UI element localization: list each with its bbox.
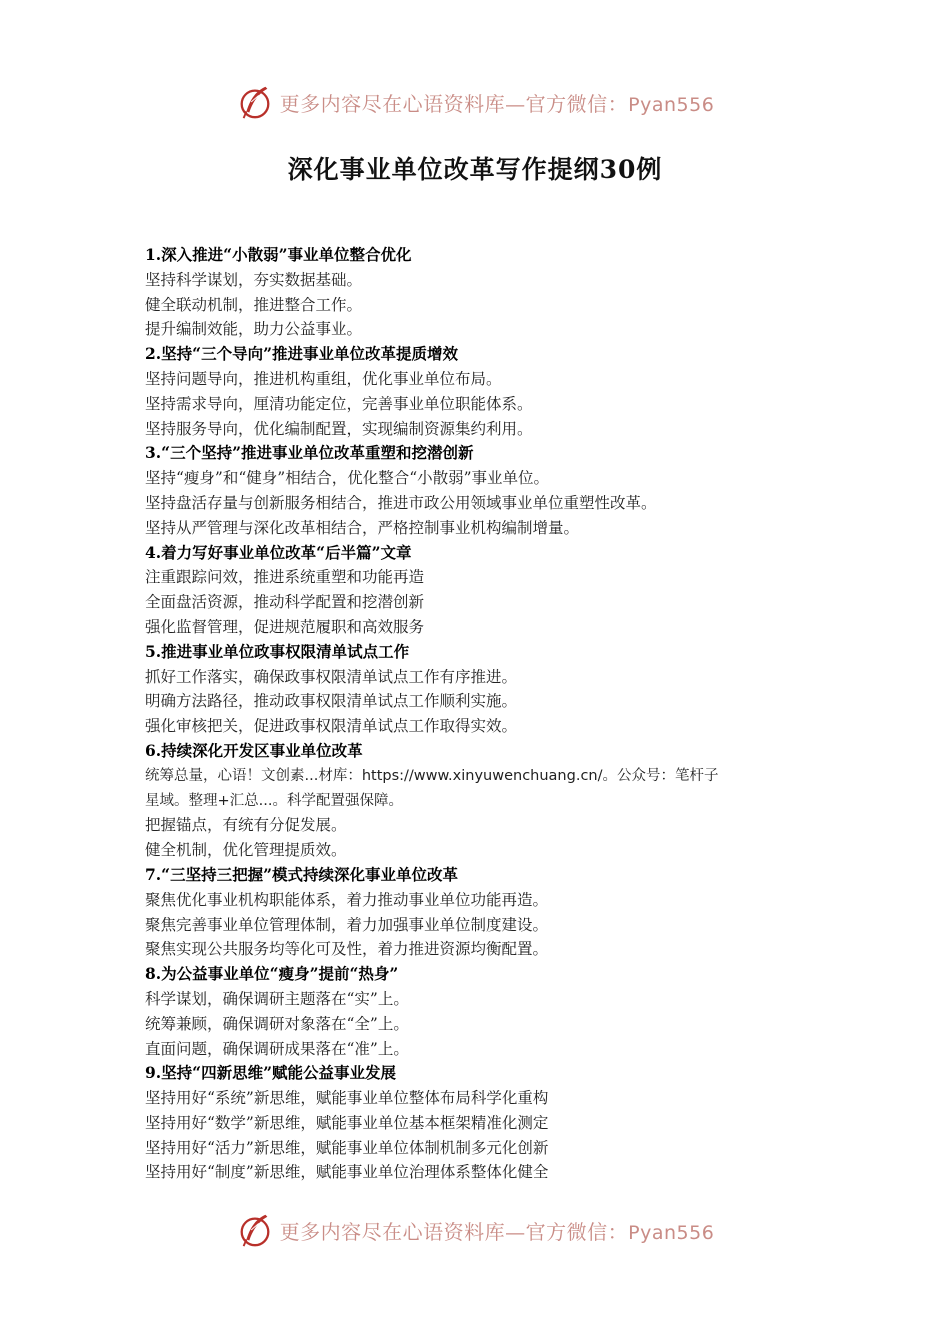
section-heading: 3.“三个坚持”推进事业单位改革重塑和挖潜创新 bbox=[145, 443, 474, 463]
outline-point: 把握锚点，有统有分促发展。 bbox=[145, 816, 347, 835]
section-heading: 8.为公益事业单位“瘦身”提前“热身” bbox=[145, 964, 399, 984]
section-heading: 6.持续深化开发区事业单位改革 bbox=[145, 740, 363, 760]
header-watermark bbox=[0, 80, 950, 124]
inserted-source-note: 统筹总量，心语！文创素...材库：https://www.xinyuwenchuang.cn/。公众号：笔杆子 bbox=[145, 767, 719, 784]
outline-point: 明确方法路径，推动政事权限清单试点工作顺利实施。 bbox=[145, 692, 518, 711]
watermark-text: 更多内容尽在心语资料库—官方微信：Pyan556 bbox=[279, 1219, 715, 1244]
document-title: 深化事业单位改革写作提纲30例 bbox=[287, 155, 663, 184]
outline-point: 提升编制效能，助力公益事业。 bbox=[145, 320, 363, 339]
section-heading: 1.深入推进“小散弱”事业单位整合优化 bbox=[145, 245, 412, 264]
outline-point: 聚焦实现公共服务均等化可及性，着力推进资源均衡配置。 bbox=[145, 940, 549, 959]
outline-point: 注重跟踪问效，推进系统重塑和功能再造 bbox=[145, 568, 425, 587]
section-heading: 4.着力写好事业单位改革“后半篇”文章 bbox=[145, 542, 412, 562]
outline-point: 聚焦完善事业单位管理体制，着力加强事业单位制度建设。 bbox=[145, 915, 549, 934]
outline-point: 健全机制，优化管理提质效。 bbox=[145, 841, 347, 860]
feather-pen-logo-icon bbox=[236, 1211, 274, 1249]
footer-watermark bbox=[0, 1208, 950, 1252]
outline-point: 坚持“瘦身”和“健身”相结合，优化整合“小散弱”事业单位。 bbox=[145, 469, 550, 488]
outline-point: 坚持用好“系统”新思维，赋能事业单位整体布局科学化重构 bbox=[145, 1089, 549, 1108]
outline-point: 统筹兼顾，确保调研对象落在“全”上。 bbox=[145, 1014, 409, 1033]
outline-point: 坚持问题导向，推进机构重组，优化事业单位布局。 bbox=[145, 369, 502, 388]
outline-point: 坚持用好“数学”新思维，赋能事业单位基本框架精准化测定 bbox=[145, 1113, 549, 1132]
outline-point: 聚焦优化事业机构职能体系，着力推动事业单位功能再造。 bbox=[145, 890, 549, 909]
outline-point: 坚持需求导向，厘清功能定位，完善事业单位职能体系。 bbox=[145, 394, 533, 413]
watermark-text: 更多内容尽在心语资料库—官方微信：Pyan556 bbox=[279, 91, 715, 116]
outline-point: 全面盘活资源，推动科学配置和挖潜创新 bbox=[145, 593, 425, 612]
outline-point: 抓好工作落实，确保政事权限清单试点工作有序推进。 bbox=[145, 667, 518, 686]
inserted-source-note: 星域。整理+汇总...。科学配置强保障。 bbox=[145, 792, 403, 809]
outline-point: 坚持服务导向，优化编制配置，实现编制资源集约利用。 bbox=[145, 419, 533, 438]
outline-point: 坚持用好“活力”新思维，赋能事业单位体制机制多元化创新 bbox=[145, 1138, 549, 1157]
outline-content bbox=[145, 243, 825, 1185]
outline-point: 强化监督管理，促进规范履职和高效服务 bbox=[145, 617, 425, 636]
outline-point: 坚持用好“制度”新思维，赋能事业单位治理体系整体化健全 bbox=[145, 1163, 549, 1182]
section-heading: 2.坚持“三个导向”推进事业单位改革提质增效 bbox=[145, 344, 459, 364]
section-heading: 5.推进事业单位政事权限清单试点工作 bbox=[145, 641, 410, 661]
outline-point: 坚持盘活存量与创新服务相结合，推进市政公用领域事业单位重塑性改革。 bbox=[145, 493, 657, 512]
section-heading: 9.坚持“四新思维”赋能公益事业发展 bbox=[145, 1063, 397, 1083]
outline-point: 健全联动机制，推进整合工作。 bbox=[145, 295, 363, 314]
outline-point: 坚持从严管理与深化改革相结合，严格控制事业机构编制增量。 bbox=[145, 518, 580, 537]
outline-point: 坚持科学谋划，夯实数据基础。 bbox=[145, 270, 363, 289]
section-heading: 7.“三坚持三把握”模式持续深化事业单位改革 bbox=[145, 864, 459, 884]
outline-point: 科学谋划，确保调研主题落在“实”上。 bbox=[145, 989, 409, 1008]
feather-pen-logo-icon bbox=[236, 83, 274, 121]
outline-point: 强化审核把关，促进政事权限清单试点工作取得实效。 bbox=[145, 717, 518, 736]
outline-point: 直面问题，确保调研成果落在“准”上。 bbox=[145, 1039, 409, 1058]
